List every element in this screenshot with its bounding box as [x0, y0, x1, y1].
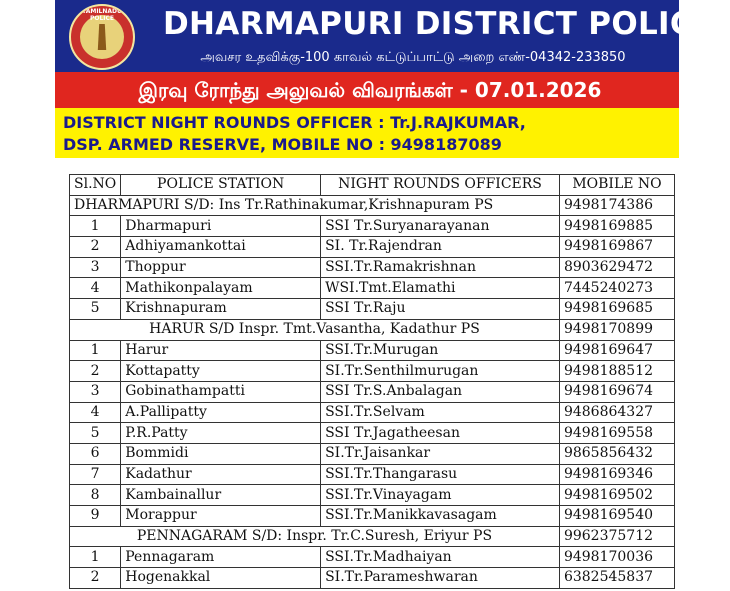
cell-sl: 3 [70, 257, 121, 278]
cell-officer: SSI.Tr.Ramakrishnan [321, 257, 560, 278]
cell-mobile: 9498188512 [559, 361, 674, 382]
control-room-subtitle: அவசர உதவிக்கு-100 காவல் கட்டுப்பாட்டு அறை எண்-04342-233850 [200, 50, 626, 65]
cell-officer: SSI Tr.S.Anbalagan [321, 381, 560, 402]
header-officers: NIGHT ROUNDS OFFICERS [321, 175, 560, 196]
header-sl-no: Sl.NO [70, 175, 121, 196]
table-row [70, 506, 675, 527]
cell-sl: 2 [70, 237, 121, 258]
cell-mobile: 9498169346 [559, 464, 674, 485]
cell-sl: 2 [70, 361, 121, 382]
subdivision-title: DHARMAPURI S/D: Ins Tr.Rathinakumar,Krishnapuram PS [70, 195, 560, 216]
night-rounds-table [69, 174, 675, 589]
table-row [70, 443, 675, 464]
cell-sl: 1 [70, 340, 121, 361]
cell-officer: SSI.Tr.Madhaiyan [321, 547, 560, 568]
cell-officer: SSI.Tr.Thangarasu [321, 464, 560, 485]
header-police-station: POLICE STATION [121, 175, 321, 196]
cell-officer: SSI.Tr.Selvam [321, 402, 560, 423]
cell-station: Mathikonpalayam [121, 278, 321, 299]
subdivision-mobile: 9498174386 [559, 195, 674, 216]
table-row [70, 485, 675, 506]
cell-officer: SSI Tr.Raju [321, 299, 560, 320]
cell-station: Harur [121, 340, 321, 361]
cell-mobile: 9498169502 [559, 485, 674, 506]
subdivision-row [70, 526, 675, 547]
subdivision-title: PENNAGARAM S/D: Inspr. Tr.C.Suresh, Eriyur PS [70, 526, 560, 547]
cell-mobile: 9498169558 [559, 423, 674, 444]
cell-mobile: 6382545837 [559, 568, 674, 589]
cell-mobile: 7445240273 [559, 278, 674, 299]
cell-station: P.R.Patty [121, 423, 321, 444]
cell-officer: SI.Tr.Jaisankar [321, 443, 560, 464]
cell-officer: WSI.Tmt.Elamathi [321, 278, 560, 299]
cell-station: A.Pallipatty [121, 402, 321, 423]
cell-sl: 1 [70, 216, 121, 237]
cell-mobile: 9486864327 [559, 402, 674, 423]
cell-sl: 6 [70, 443, 121, 464]
header-mobile: MOBILE NO [559, 175, 674, 196]
table-row [70, 381, 675, 402]
date-banner-title: இரவு ரோந்து அலுவல் விவரங்கள் - 07.01.2026 [138, 78, 602, 102]
cell-station: Krishnapuram [121, 299, 321, 320]
cell-mobile: 9498169867 [559, 237, 674, 258]
table-row [70, 257, 675, 278]
table-row [70, 340, 675, 361]
subdivision-row [70, 319, 675, 340]
table-row [70, 278, 675, 299]
cell-station: Gobinathampatti [121, 381, 321, 402]
cell-sl: 4 [70, 278, 121, 299]
district-officer-banner [55, 108, 679, 158]
cell-station: Hogenakkal [121, 568, 321, 589]
left-margin [0, 0, 55, 591]
cell-mobile: 9498169674 [559, 381, 674, 402]
cell-officer: SI.Tr.Senthilmurugan [321, 361, 560, 382]
table-row [70, 299, 675, 320]
cell-mobile: 9498169540 [559, 506, 674, 527]
cell-mobile: 9498169885 [559, 216, 674, 237]
cell-officer: SSI.Tr.Murugan [321, 340, 560, 361]
table-row [70, 402, 675, 423]
cell-mobile: 8903629472 [559, 257, 674, 278]
cell-officer: SSI.Tr.Manikkavasagam [321, 506, 560, 527]
cell-mobile: 9498169647 [559, 340, 674, 361]
cell-sl: 8 [70, 485, 121, 506]
cell-station: Pennagaram [121, 547, 321, 568]
cell-station: Kadathur [121, 464, 321, 485]
subdivision-row [70, 195, 675, 216]
cell-sl: 5 [70, 299, 121, 320]
cell-station: Adhiyamankottai [121, 237, 321, 258]
cell-station: Kambainallur [121, 485, 321, 506]
cell-officer: SI.Tr.Parameshwaran [321, 568, 560, 589]
subdivision-mobile: 9962375712 [559, 526, 674, 547]
table-row [70, 237, 675, 258]
header-banner [55, 0, 715, 72]
cell-mobile: 9498169685 [559, 299, 674, 320]
date-banner [55, 72, 679, 108]
cell-officer: SSI.Tr.Vinayagam [321, 485, 560, 506]
cell-mobile: 9498170036 [559, 547, 674, 568]
table-row [70, 361, 675, 382]
cell-sl: 1 [70, 547, 121, 568]
cell-sl: 4 [70, 402, 121, 423]
district-officer-line2: DSP. ARMED RESERVE, MOBILE NO : 9498187089 [63, 135, 502, 154]
cell-sl: 3 [70, 381, 121, 402]
cell-station: Morappur [121, 506, 321, 527]
subdivision-mobile: 9498170899 [559, 319, 674, 340]
cell-sl: 5 [70, 423, 121, 444]
cell-station: Thoppur [121, 257, 321, 278]
cell-officer: SSI Tr.Suryanarayanan [321, 216, 560, 237]
cell-sl: 7 [70, 464, 121, 485]
district-officer-line1: DISTRICT NIGHT ROUNDS OFFICER : Tr.J.RAJKUMAR, [63, 113, 526, 132]
cell-sl: 2 [70, 568, 121, 589]
emblem-text: TAMILNADU POLICE [82, 8, 122, 22]
table-header-row [70, 175, 675, 196]
table-row [70, 216, 675, 237]
cell-officer: SSI Tr.Jagatheesan [321, 423, 560, 444]
cell-mobile: 9865856432 [559, 443, 674, 464]
subdivision-title: HARUR S/D Inspr. Tmt.Vasantha, Kadathur PS [70, 319, 560, 340]
page-title: DHARMAPURI DISTRICT POLICE [163, 6, 715, 42]
cell-sl: 9 [70, 506, 121, 527]
cell-officer: SI. Tr.Rajendran [321, 237, 560, 258]
table-row [70, 547, 675, 568]
table-row [70, 464, 675, 485]
cell-station: Kottapatty [121, 361, 321, 382]
table-row [70, 423, 675, 444]
table-row [70, 568, 675, 589]
tamilnadu-police-emblem-icon [69, 4, 135, 70]
cell-station: Dharmapuri [121, 216, 321, 237]
cell-station: Bommidi [121, 443, 321, 464]
